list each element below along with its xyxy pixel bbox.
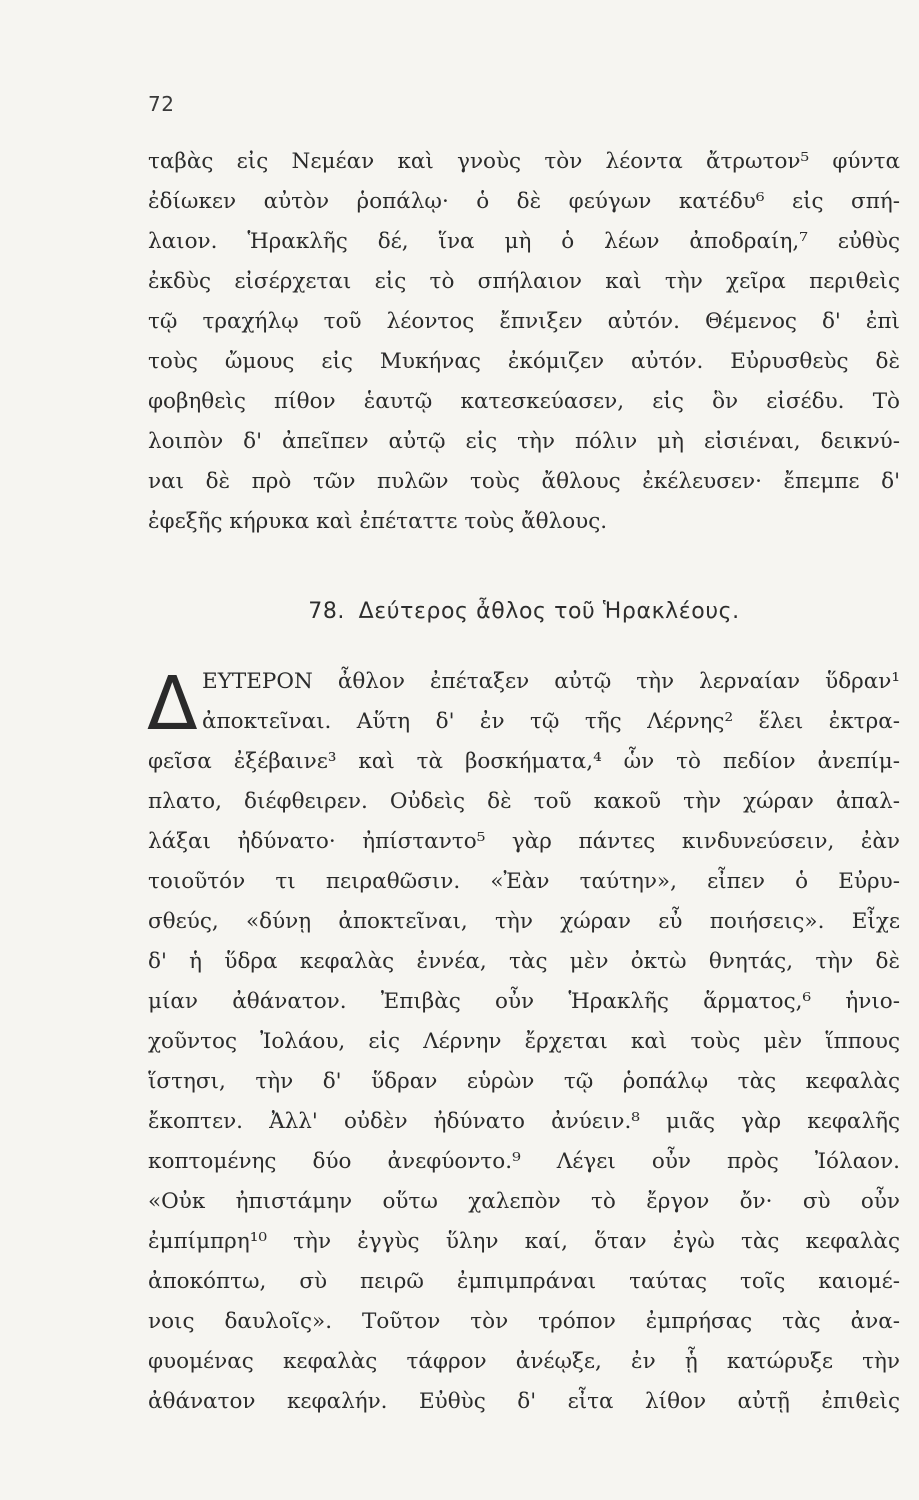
text-line: ΕΥΤΕΡΟΝ ἆθλον ἐπέταξεν αὐτῷ τὴν λερναίαν ὕδραν¹ [202,669,900,694]
text-line: χοῦντος Ἰολάου, εἰς Λέρνην ἔρχεται καὶ τοὺς μὲν ἵππους [148,1029,900,1054]
text-line: δ' ἡ ὕδρα κεφαλὰς ἐννέα, τὰς μὲν ὀκτὼ θνητάς, τὴν δὲ [148,949,900,974]
text-line: ἔκοπτεν. Ἀλλ' οὐδὲν ἠδύνατο ἀνύειν.⁸ μιᾶς γὰρ κεφαλῆς [148,1109,900,1134]
text-line: λαιον. Ἡρακλῆς δέ, ἵνα μὴ ὁ λέων ἀποδραίη,⁷ εὐθὺς [148,229,900,254]
text-line: κοπτομένης δύο ἀνεφύοντο.⁹ Λέγει οὖν πρὸς Ἰόλαον. [148,1149,900,1174]
text-line: ἀποκόπτω, σὺ πειρῶ ἐμπιμπράναι ταύτας τοῖς καιομέ- [148,1269,900,1294]
section-number: 78. [308,599,346,624]
text-line: ταβὰς εἰς Νεμέαν καὶ γνοὺς τὸν λέοντα ἄτρωτον⁵ φύντα [148,149,900,174]
text-line: φεῖσα ἐξέβαινε³ καὶ τὰ βοσκήματα,⁴ ὧν τὸ πεδίον ἀνεπίμ- [148,749,900,774]
intro-paragraph [148,142,900,542]
text-line: ἵστησι, τὴν δ' ὕδραν εὑρὼν τῷ ῥοπάλῳ τὰς κεφαλὰς [148,1069,900,1094]
drop-cap: Δ [147,661,198,747]
text-line: λοιπὸν δ' ἀπεῖπεν αὐτῷ εἰς τὴν πόλιν μὴ εἰσιέναι, δεικνύ- [148,429,900,454]
text-line: ἀποκτεῖναι. Αὕτη δ' ἐν τῷ τῆς Λέρνης² ἕλει ἐκτρα- [202,709,900,734]
text-line: φυομένας κεφαλὰς τάφρον ἀνέῳξε, ἐν ᾗ κατώρυξε τὴν [148,1349,900,1374]
text-line: φοβηθεὶς πίθον ἑαυτῷ κατεσκεύασεν, εἰς ὃν εἰσέδυ. Τὸ [148,389,900,414]
text-line: νοις δαυλοῖς». Τοῦτον τὸν τρόπον ἐμπρήσας τὰς ἀνα- [148,1309,900,1334]
text-line: λάξαι ἠδύνατο· ἠπίσταντο⁵ γὰρ πάντες κινδυνεύσειν, ἐὰν [148,829,900,854]
text-line: ἐκδὺς εἰσέρχεται εἰς τὸ σπήλαιον καὶ τὴν χεῖρα περιθεὶς [148,269,900,294]
text-line: σθεύς, «δύνῃ ἀποκτεῖναι, τὴν χώραν εὖ ποιήσεις». Εἶχε [148,909,900,934]
section-heading [148,592,900,632]
text-line: ἐμπίμπρη¹⁰ τὴν ἐγγὺς ὕλην καί, ὅταν ἐγὼ τὰς κεφαλὰς [148,1229,900,1254]
text-line: ἐδίωκεν αὐτὸν ῥοπάλῳ· ὁ δὲ φεύγων κατέδυ⁶ εἰς σπή- [148,189,900,214]
text-line: «Οὐκ ἠπιστάμην οὕτω χαλεπὸν τὸ ἔργον ὄν· σὺ οὖν [148,1189,900,1214]
page-number: 72 [148,92,175,116]
text-line: μίαν ἀθάνατον. Ἐπιβὰς οὖν Ἡρακλῆς ἅρματος,⁶ ἡνιο- [148,989,900,1014]
section-paragraph [148,662,900,1422]
text-line: τοιοῦτόν τι πειραθῶσιν. «Ἐὰν ταύτην», εἶπεν ὁ Εὐρυ- [148,869,900,894]
section-title: Δεύτερος ἆθλος τοῦ Ἡρακλέους. [358,599,740,624]
text-line: ἀθάνατον κεφαλήν. Εὐθὺς δ' εἶτα λίθον αὐτῇ ἐπιθεὶς [148,1389,900,1414]
text-line: τοὺς ὤμους εἰς Μυκήνας ἐκόμιζεν αὐτόν. Εὐρυσθεὺς δὲ [148,349,900,374]
text-line: ναι δὲ πρὸ τῶν πυλῶν τοὺς ἄθλους ἐκέλευσεν· ἔπεμπε δ' [148,469,900,494]
text-line: ἐφεξῆς κήρυκα καὶ ἐπέταττε τοὺς ἄθλους. [148,509,608,534]
text-line: πλατο, διέφθειρεν. Οὐδεὶς δὲ τοῦ κακοῦ τὴν χώραν ἀπαλ- [148,789,900,814]
text-line: τῷ τραχήλῳ τοῦ λέοντος ἔπνιξεν αὐτόν. Θέμενος δ' ἐπὶ [148,309,900,334]
